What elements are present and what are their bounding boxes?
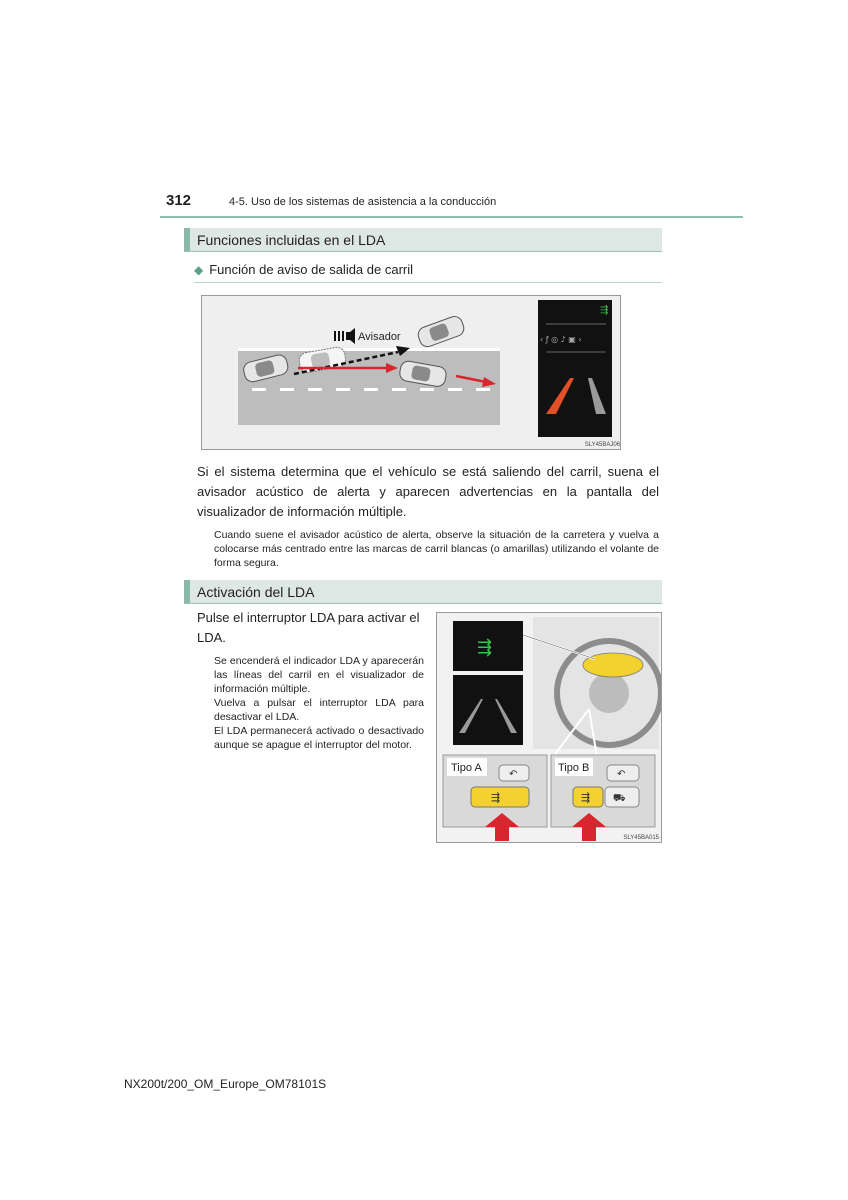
lane-lines-panel bbox=[453, 675, 523, 745]
figure-code: SLY45BAJ06 bbox=[584, 442, 620, 448]
lda-indicator-icon: ⇶ bbox=[600, 305, 609, 316]
note-lane-departure: Cuando suene el avisador acústico de alerta, observe la situación de la carretera y vuelva a colocarse más centrado entre las marcas de carril blancas (o amarillas) utilizando el volante de forma segura. bbox=[214, 529, 659, 569]
type-a-label: Tipo A bbox=[451, 762, 482, 774]
lda-switch-illustration bbox=[437, 613, 662, 843]
paragraph-lane-departure: Si el sistema determina que el vehículo se está saliendo del carril, suena el avisador acústico de alerta y aparecen advertencias en la pantalla del visualizador de información múltiple. bbox=[197, 464, 659, 519]
display-menu-icons: ‹ ƒ ◎ ♪ ▣ › bbox=[540, 335, 582, 344]
section-heading-lda-activation bbox=[184, 580, 662, 604]
type-b-label: Tipo B bbox=[558, 762, 590, 774]
lda-switch-icon-a: ⇶ bbox=[491, 791, 501, 804]
activation-notes bbox=[214, 654, 424, 752]
header-rule bbox=[160, 216, 743, 218]
diamond-bullet-icon: ◆ bbox=[194, 263, 204, 277]
note-press-again: Vuelva a pulsar el interruptor LDA para desactivar el LDA. bbox=[214, 697, 424, 723]
lane-marking bbox=[252, 388, 490, 391]
figure-lda-switch bbox=[436, 612, 662, 843]
trunk-icon-b: ⛟ bbox=[613, 793, 626, 804]
display-highlight bbox=[583, 653, 643, 677]
figure-lane-departure bbox=[201, 295, 621, 450]
avisador-label: Avisador bbox=[358, 331, 401, 343]
steering-hub bbox=[589, 673, 629, 713]
chapter-title: 4-5. Uso de los sistemas de asistencia a la conducción bbox=[229, 196, 497, 208]
section-title: Activación del LDA bbox=[197, 584, 315, 600]
subheading-rule bbox=[194, 282, 662, 283]
section-marker bbox=[184, 228, 190, 251]
lane-departure-illustration bbox=[202, 296, 621, 450]
note-indicator: Se encenderá el indicador LDA y aparecerán las líneas del carril en el visualizador de información múltiple. bbox=[214, 655, 424, 695]
note-memory: El LDA permanecerá activado o desactivado aunque se apague el interruptor del motor. bbox=[214, 725, 424, 751]
section-title: Funciones incluidas en el LDA bbox=[197, 232, 386, 248]
display-panel bbox=[538, 300, 612, 437]
return-icon-b: ↶ bbox=[617, 769, 626, 780]
footer-manual-code: NX200t/200_OM_Europe_OM78101S bbox=[124, 1077, 327, 1091]
section-heading-lda-functions bbox=[184, 228, 662, 252]
paragraph-activation: Pulse el interruptor LDA para activar el LDA. bbox=[197, 610, 420, 645]
speaker-icon bbox=[334, 328, 355, 344]
section-marker bbox=[184, 580, 190, 603]
page-number: 312 bbox=[166, 192, 192, 209]
lda-indicator-icon: ⇶ bbox=[477, 637, 493, 658]
road-edge bbox=[238, 348, 500, 351]
figure-code: SLY45BA015 bbox=[623, 835, 659, 841]
car-corrected-icon bbox=[416, 314, 466, 349]
lda-switch-icon-b: ⇶ bbox=[581, 791, 591, 804]
subheading-text: Función de aviso de salida de carril bbox=[209, 262, 414, 277]
return-icon-a: ↶ bbox=[509, 769, 518, 780]
subheading-lane-departure bbox=[194, 262, 413, 277]
